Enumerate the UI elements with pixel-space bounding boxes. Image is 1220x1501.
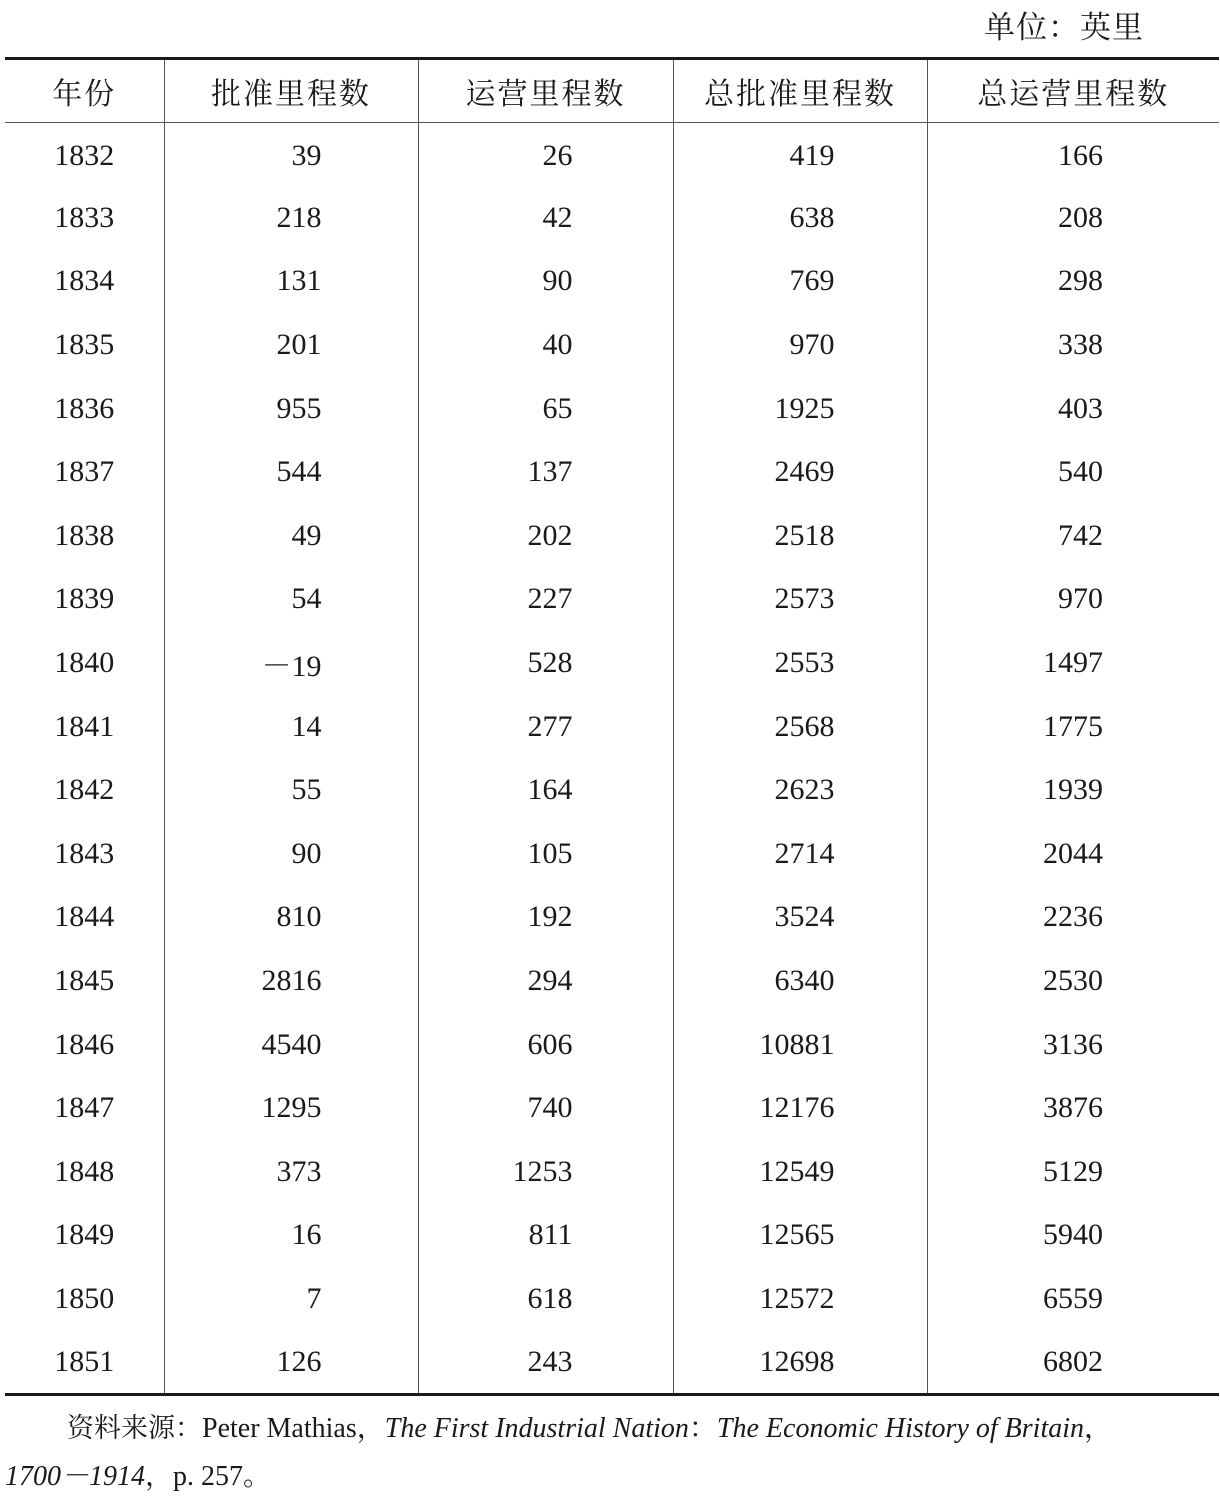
table-row — [5, 504, 1219, 568]
cell-authorized-miles: 201 — [164, 313, 418, 377]
cell-year: 1838 — [54, 518, 115, 552]
cell-operating-miles: 90 — [418, 250, 673, 314]
cell-year: 1837 — [54, 455, 115, 489]
table-row — [5, 1013, 1219, 1077]
table-row — [5, 1204, 1219, 1268]
table-row — [5, 822, 1219, 886]
cell-operating-miles: 202 — [418, 504, 673, 568]
cell-year: 1834 — [54, 264, 115, 298]
cell-total-operating-miles: 742 — [927, 504, 1219, 568]
cell-total-operating-miles: 3876 — [927, 1076, 1219, 1140]
cell-total-operating-miles: 3136 — [927, 1013, 1219, 1077]
cell-operating-miles: 42 — [418, 186, 673, 250]
table-row — [5, 1267, 1219, 1331]
cell-total-operating-miles: 5940 — [927, 1204, 1219, 1268]
table-row — [5, 313, 1219, 377]
header-authorized-miles: 批准里程数 — [164, 59, 418, 123]
cell-total-authorized-miles: 638 — [673, 186, 927, 250]
cell-total-operating-miles: 1497 — [927, 631, 1219, 695]
table-row — [5, 250, 1219, 314]
cell-total-authorized-miles: 2573 — [673, 568, 927, 632]
table-row — [5, 377, 1219, 441]
table-header-row — [5, 59, 1219, 123]
cell-year: 1840 — [54, 646, 115, 680]
cell-operating-miles: 243 — [418, 1331, 673, 1395]
cell-authorized-miles: 54 — [164, 568, 418, 632]
cell-operating-miles: 105 — [418, 822, 673, 886]
cell-total-operating-miles: 298 — [927, 250, 1219, 314]
cell-operating-miles: 192 — [418, 886, 673, 950]
cell-year: 1846 — [54, 1027, 115, 1061]
cell-total-operating-miles: 2044 — [927, 822, 1219, 886]
cell-authorized-miles: 1295 — [164, 1076, 418, 1140]
cell-year: 1841 — [54, 709, 115, 743]
table-row — [5, 758, 1219, 822]
cell-authorized-miles: 4540 — [164, 1013, 418, 1077]
table-row — [5, 1076, 1219, 1140]
header-operating-miles: 运营里程数 — [418, 59, 673, 123]
cell-operating-miles: 618 — [418, 1267, 673, 1331]
source-label: 资料来源： — [67, 1413, 202, 1444]
table-row — [5, 186, 1219, 250]
cell-total-authorized-miles: 12698 — [673, 1331, 927, 1395]
cell-total-authorized-miles: 12572 — [673, 1267, 927, 1331]
cell-operating-miles: 294 — [418, 949, 673, 1013]
cell-operating-miles: 26 — [418, 123, 673, 187]
source-comma: ， — [1084, 1413, 1113, 1444]
cell-total-authorized-miles: 419 — [673, 123, 927, 187]
table-row — [5, 440, 1219, 504]
railway-mileage-table — [5, 57, 1219, 1396]
cell-authorized-miles: 544 — [164, 440, 418, 504]
cell-total-authorized-miles: 10881 — [673, 1013, 927, 1077]
cell-total-authorized-miles: 769 — [673, 250, 927, 314]
table-row — [5, 123, 1219, 187]
cell-total-operating-miles: 1939 — [927, 758, 1219, 822]
cell-year: 1836 — [54, 391, 115, 425]
cell-total-authorized-miles: 6340 — [673, 949, 927, 1013]
cell-total-authorized-miles: 2623 — [673, 758, 927, 822]
cell-year: 1832 — [54, 138, 115, 172]
source-separator: ： — [688, 1413, 717, 1444]
table-row — [5, 949, 1219, 1013]
table-row — [5, 886, 1219, 950]
table-body — [5, 123, 1219, 1395]
cell-operating-miles: 740 — [418, 1076, 673, 1140]
unit-label: 单位：英里 — [984, 10, 1144, 46]
cell-authorized-miles: 218 — [164, 186, 418, 250]
cell-authorized-miles: 2816 — [164, 949, 418, 1013]
cell-operating-miles: 164 — [418, 758, 673, 822]
header-year: 年份 — [5, 59, 164, 123]
source-title-part1: The First Industrial Nation — [384, 1413, 689, 1444]
source-years: 1700－1914 — [5, 1461, 146, 1492]
source-title-part2: The Economic History of Britain — [716, 1413, 1084, 1444]
cell-authorized-miles: 55 — [164, 758, 418, 822]
cell-authorized-miles: 16 — [164, 1204, 418, 1268]
cell-authorized-miles: 90 — [164, 822, 418, 886]
cell-total-authorized-miles: 12565 — [673, 1204, 927, 1268]
cell-total-operating-miles: 2530 — [927, 949, 1219, 1013]
railway-mileage-table-container — [5, 57, 1219, 1396]
cell-authorized-miles: 14 — [164, 695, 418, 759]
cell-total-authorized-miles: 12176 — [673, 1076, 927, 1140]
cell-total-authorized-miles: 2518 — [673, 504, 927, 568]
cell-total-operating-miles: 970 — [927, 568, 1219, 632]
cell-authorized-miles: 373 — [164, 1140, 418, 1204]
cell-authorized-miles: 810 — [164, 886, 418, 950]
cell-total-operating-miles: 5129 — [927, 1140, 1219, 1204]
cell-year: 1839 — [54, 582, 115, 616]
cell-operating-miles: 811 — [418, 1204, 673, 1268]
cell-total-operating-miles: 208 — [927, 186, 1219, 250]
cell-total-authorized-miles: 1925 — [673, 377, 927, 441]
cell-total-operating-miles: 338 — [927, 313, 1219, 377]
cell-year: 1845 — [54, 964, 115, 998]
source-page: ，p. 257。 — [145, 1461, 272, 1492]
cell-authorized-miles: 131 — [164, 250, 418, 314]
cell-year: 1835 — [54, 328, 115, 362]
cell-total-authorized-miles: 970 — [673, 313, 927, 377]
cell-authorized-miles: 39 — [164, 123, 418, 187]
cell-total-operating-miles: 6559 — [927, 1267, 1219, 1331]
cell-year: 1848 — [54, 1154, 115, 1188]
table-row — [5, 695, 1219, 759]
cell-total-operating-miles: 1775 — [927, 695, 1219, 759]
cell-authorized-miles: －19 — [164, 631, 418, 695]
cell-total-authorized-miles: 3524 — [673, 886, 927, 950]
source-note — [5, 1405, 1219, 1501]
cell-year: 1850 — [54, 1281, 115, 1315]
cell-authorized-miles: 955 — [164, 377, 418, 441]
cell-authorized-miles: 7 — [164, 1267, 418, 1331]
cell-year: 1842 — [54, 773, 115, 807]
cell-operating-miles: 606 — [418, 1013, 673, 1077]
header-total-authorized-miles: 总批准里程数 — [673, 59, 927, 123]
table-row — [5, 1331, 1219, 1395]
header-total-operating-miles: 总运营里程数 — [927, 59, 1219, 123]
cell-operating-miles: 137 — [418, 440, 673, 504]
cell-total-operating-miles: 403 — [927, 377, 1219, 441]
cell-total-authorized-miles: 2553 — [673, 631, 927, 695]
cell-year: 1851 — [5, 1331, 164, 1395]
cell-operating-miles: 227 — [418, 568, 673, 632]
cell-year: 1843 — [54, 836, 115, 870]
cell-total-operating-miles: 6802 — [927, 1331, 1219, 1395]
cell-operating-miles: 65 — [418, 377, 673, 441]
table-row — [5, 631, 1219, 695]
source-author: Peter Mathias， — [202, 1413, 385, 1444]
cell-operating-miles: 528 — [418, 631, 673, 695]
cell-total-operating-miles: 166 — [927, 123, 1219, 187]
cell-total-operating-miles: 540 — [927, 440, 1219, 504]
cell-operating-miles: 1253 — [418, 1140, 673, 1204]
cell-operating-miles: 277 — [418, 695, 673, 759]
cell-year: 1844 — [54, 900, 115, 934]
cell-year: 1849 — [54, 1218, 115, 1252]
cell-total-operating-miles: 2236 — [927, 886, 1219, 950]
table-row — [5, 1140, 1219, 1204]
cell-operating-miles: 40 — [418, 313, 673, 377]
cell-year: 1833 — [54, 200, 115, 234]
cell-total-authorized-miles: 2714 — [673, 822, 927, 886]
cell-year: 1847 — [54, 1091, 115, 1125]
table-row — [5, 568, 1219, 632]
cell-authorized-miles: 49 — [164, 504, 418, 568]
cell-authorized-miles: 126 — [164, 1331, 418, 1395]
cell-total-authorized-miles: 2568 — [673, 695, 927, 759]
cell-total-authorized-miles: 2469 — [673, 440, 927, 504]
cell-total-authorized-miles: 12549 — [673, 1140, 927, 1204]
